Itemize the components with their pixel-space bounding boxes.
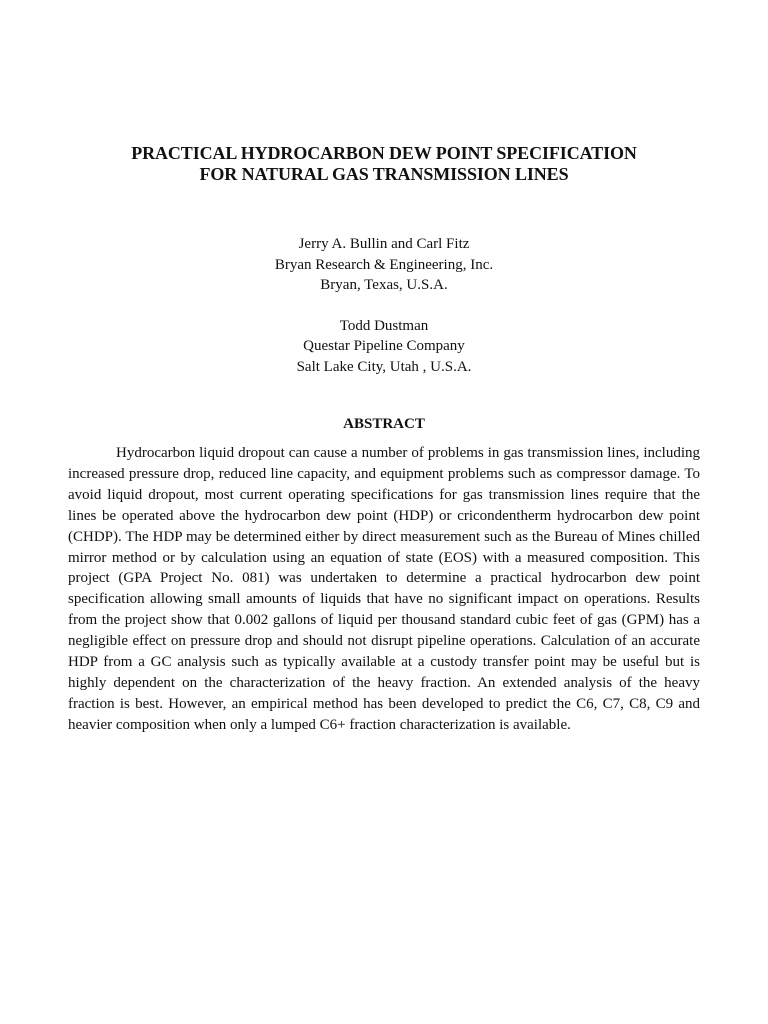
title-line-2: FOR NATURAL GAS TRANSMISSION LINES [199, 164, 569, 184]
author-location: Bryan, Texas, U.S.A. [320, 277, 448, 293]
author-block-bre [0, 234, 768, 296]
author-location: Salt Lake City, Utah , U.S.A. [296, 358, 472, 375]
author-block-questar [0, 316, 768, 378]
author-names: Jerry A. Bullin and Carl Fitz [298, 236, 470, 252]
author-names: Todd Dustman [339, 317, 429, 334]
abstract-heading: ABSTRACT [343, 416, 425, 432]
author-affiliation: Bryan Research & Engineering, Inc. [274, 256, 494, 273]
author-list [0, 234, 768, 377]
abstract-paragraph: Hydrocarbon liquid dropout can cause a number of problems in gas transmission lines, including increased pressure drop, reduced line capacity, and equipment problems such as compressor damage. To avoid liquid dropout, most current operating specifications for gas transmission lines require that the lines be operated above the hydrocarbon dew point (HDP) or cricondentherm hydrocarbon dew point (CHDP). The HDP may be determined either by direct measurement such as the Bureau of Mines chilled mirror method or by calculation using an equation of state (EOS) with a measured composition. This project (GPA Project No. 081) was undertaken to determine a practical hydrocarbon dew point specification allowing small amounts of liquids that have no significant impact on operations. Results from the project show that 0.002 gallons of liquid per thousand standard cubic feet of gas (GPM) has a negligible effect on pressure drop and should not disrupt pipeline operations. Calculation of an accurate HDP from a GC analysis such as typically available at a custody transfer point may be useful but is highly dependent on the characterization of the heavy fraction. An extended analysis of the heavy fraction is best. However, an empirical method has been developed to predict the C6, C7, C8, C9 and heavier composition when only a lumped C6+ fraction characterization is available. [68, 445, 700, 733]
author-affiliation: Questar Pipeline Company [303, 338, 465, 354]
title-line-1: PRACTICAL HYDROCARBON DEW POINT SPECIFICATION [131, 143, 637, 163]
paper-title [0, 143, 768, 185]
